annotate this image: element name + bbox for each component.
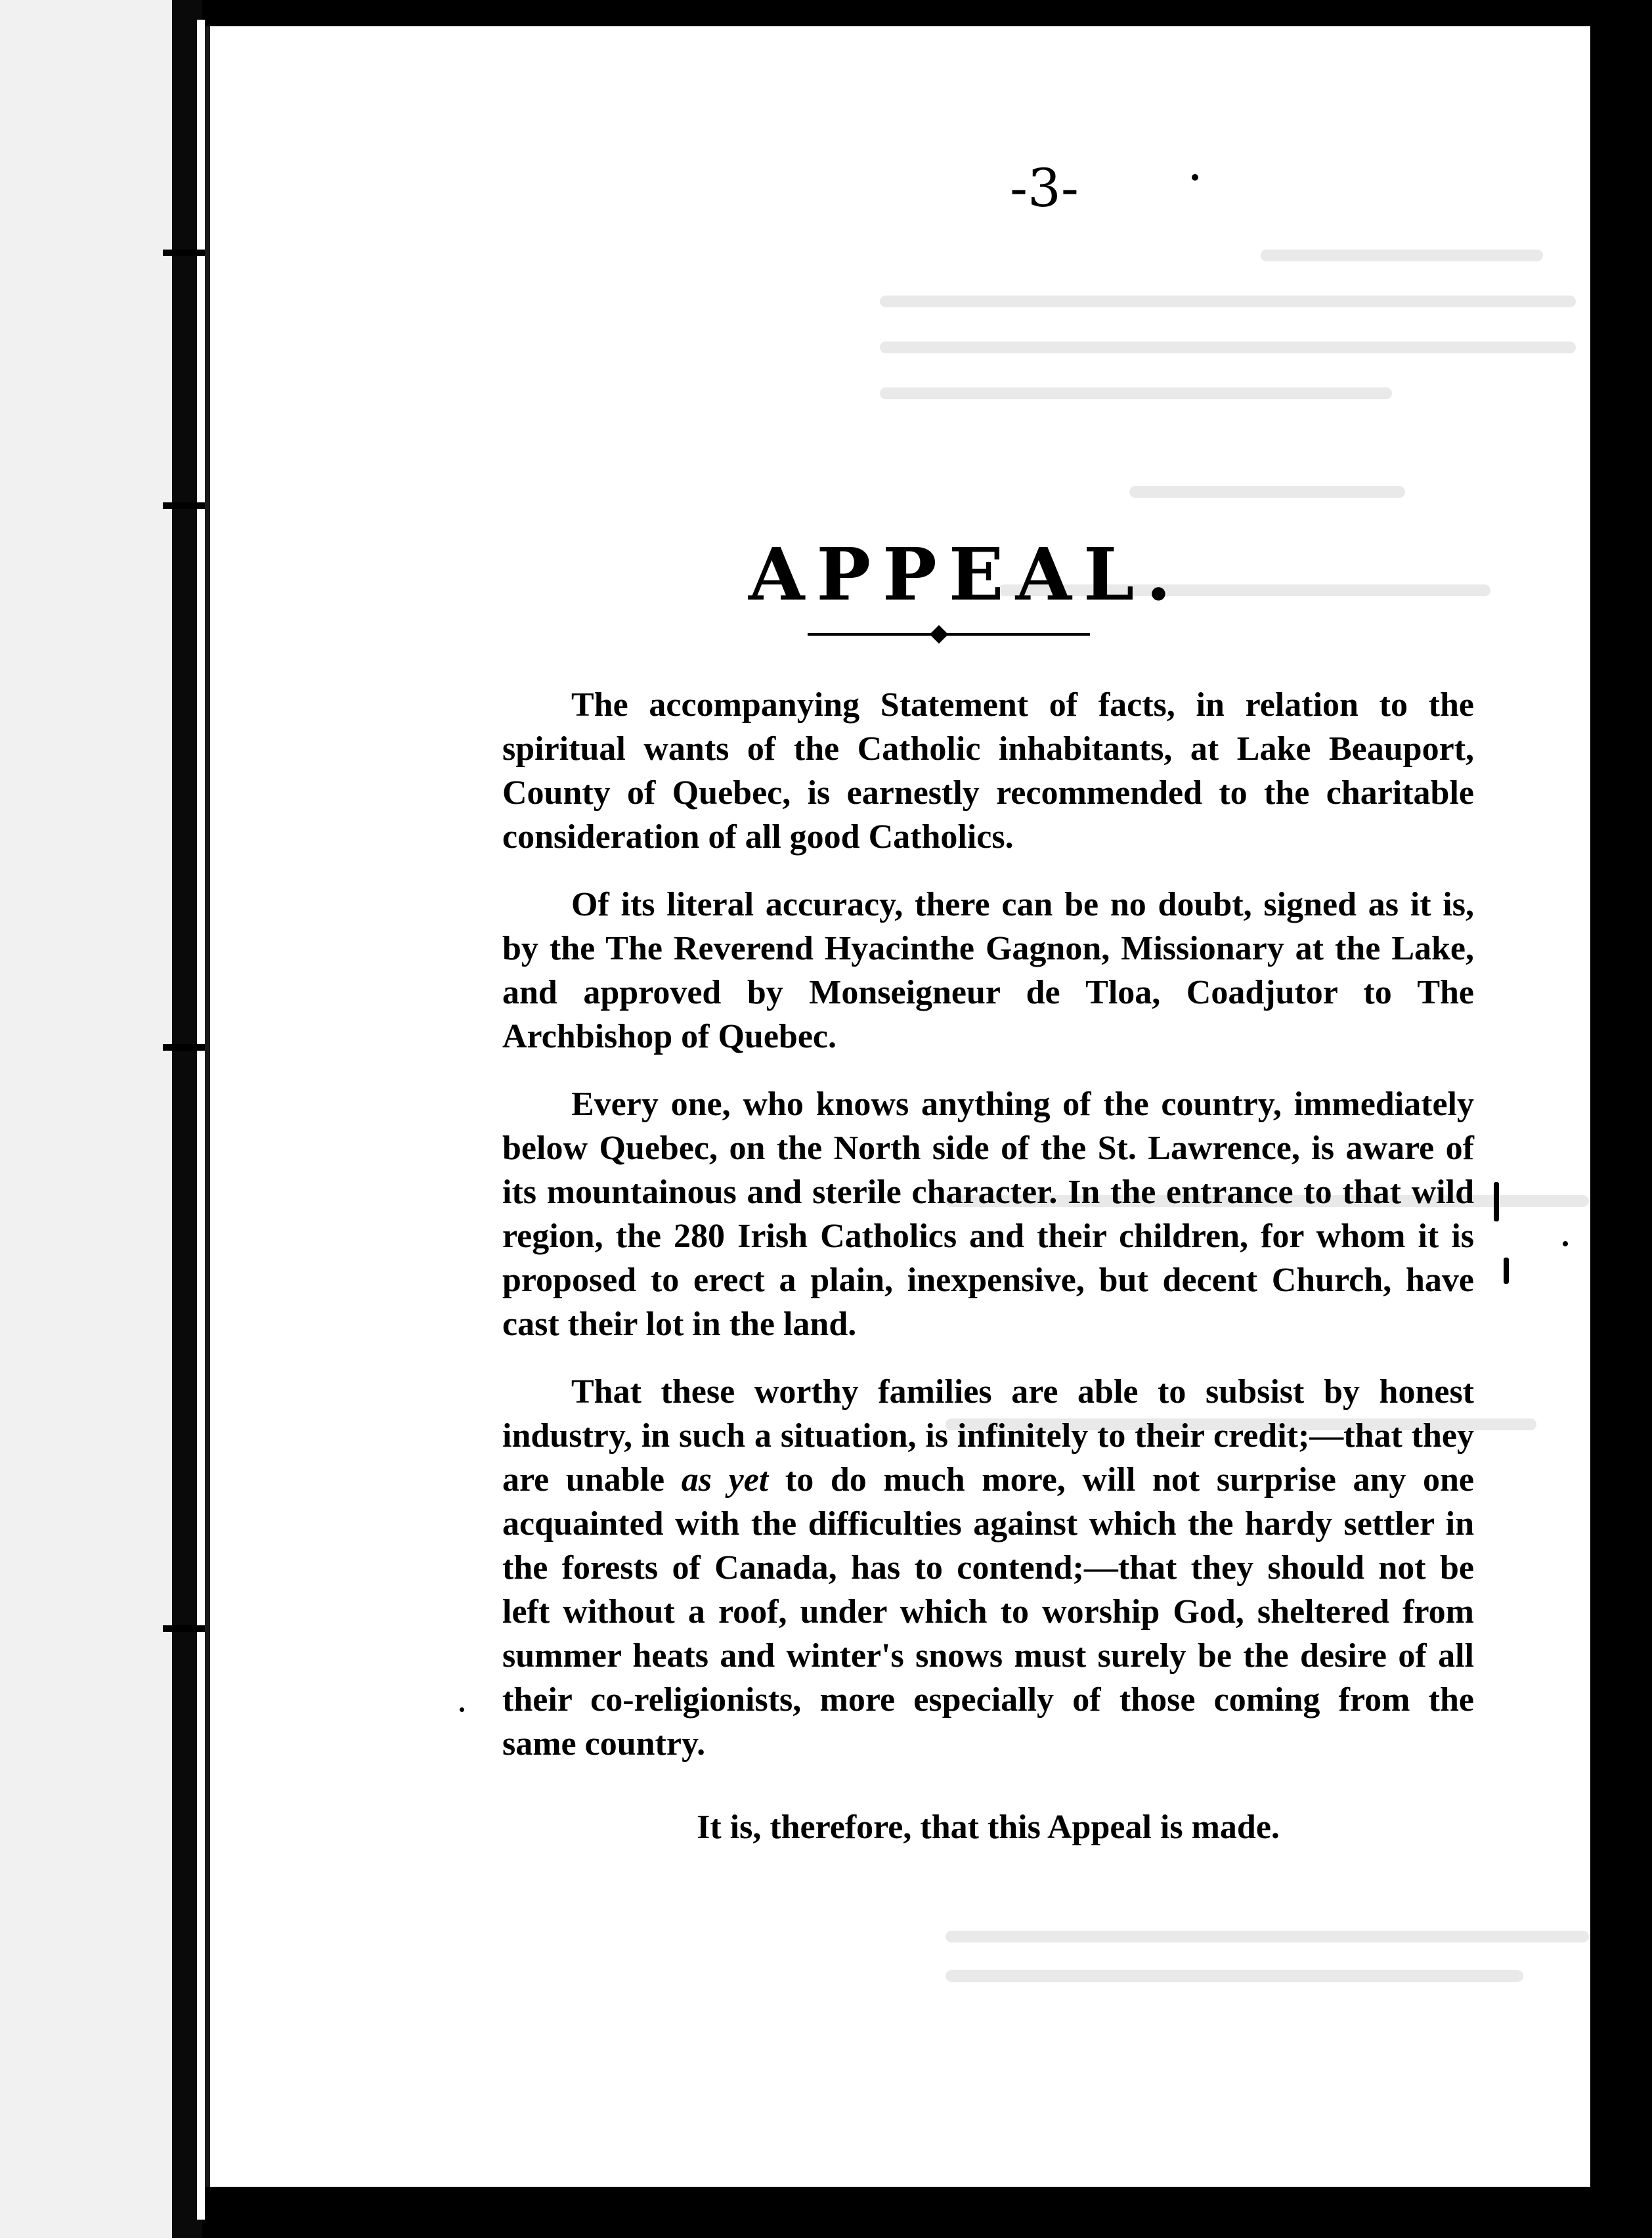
page-number: -3- (1010, 158, 1079, 219)
ink-mark (1504, 1258, 1509, 1284)
paragraph-text: to do much more, will not surprise any one acquainted with the difficulties against which the hardy settler in the forests of Canada, has to contend;—that they should not be left without a roof, under which to worship God, sheltered from summer heats and winter's snows must surely be the desire of all their co-religionists, more especially of those coming from the same country. (502, 1461, 1475, 1763)
title-rule (808, 633, 1090, 636)
facing-page-edge (0, 0, 177, 2238)
emphasis-text: as yet (681, 1461, 769, 1499)
ink-speck (1563, 1241, 1568, 1246)
article-body (502, 683, 1474, 1873)
ink-mark (1494, 1182, 1499, 1221)
paragraph: The accompanying Statement of facts, in relation to the spiritual wants of the Catholic inhabitants, at Lake Beauport, County of Quebec, is earnestly recommended to the charitable consideration of all good Catholics. (502, 686, 1474, 856)
paragraph (502, 1370, 1474, 1766)
page-title: APPEAL. (749, 532, 1183, 617)
paragraph: Every one, who knows anything of the country, immediately below Quebec, on the North side of the St. Lawrence, is aware of its mountainous and sterile character. In the entrance to that wild region, the 280 Irish Catholics and their children, for whom it is proposed to erect a plain, inexpensive, but decent Church, have cast their lot in the land. (502, 1086, 1474, 1343)
ink-speck (1635, 368, 1641, 374)
paragraph-text: That these worthy families are able to subsist by honest industry, in such a situation, is infinitely to their credit;—that they are unable (502, 1373, 1474, 1499)
binding-edge (197, 20, 205, 2220)
closing-line: It is, therefore, that this Appeal is made. (697, 1809, 1280, 1846)
ink-speck (460, 1707, 464, 1712)
ink-speck (1192, 174, 1198, 181)
paragraph: Of its literal accuracy, there can be no doubt, signed as it is, by the The Reverend Hyacinthe Gagnon, Missionary at the Lake, and approved by Monseigneur de Tloa, Coadjutor to The Archbishop of Quebec. (502, 886, 1474, 1055)
